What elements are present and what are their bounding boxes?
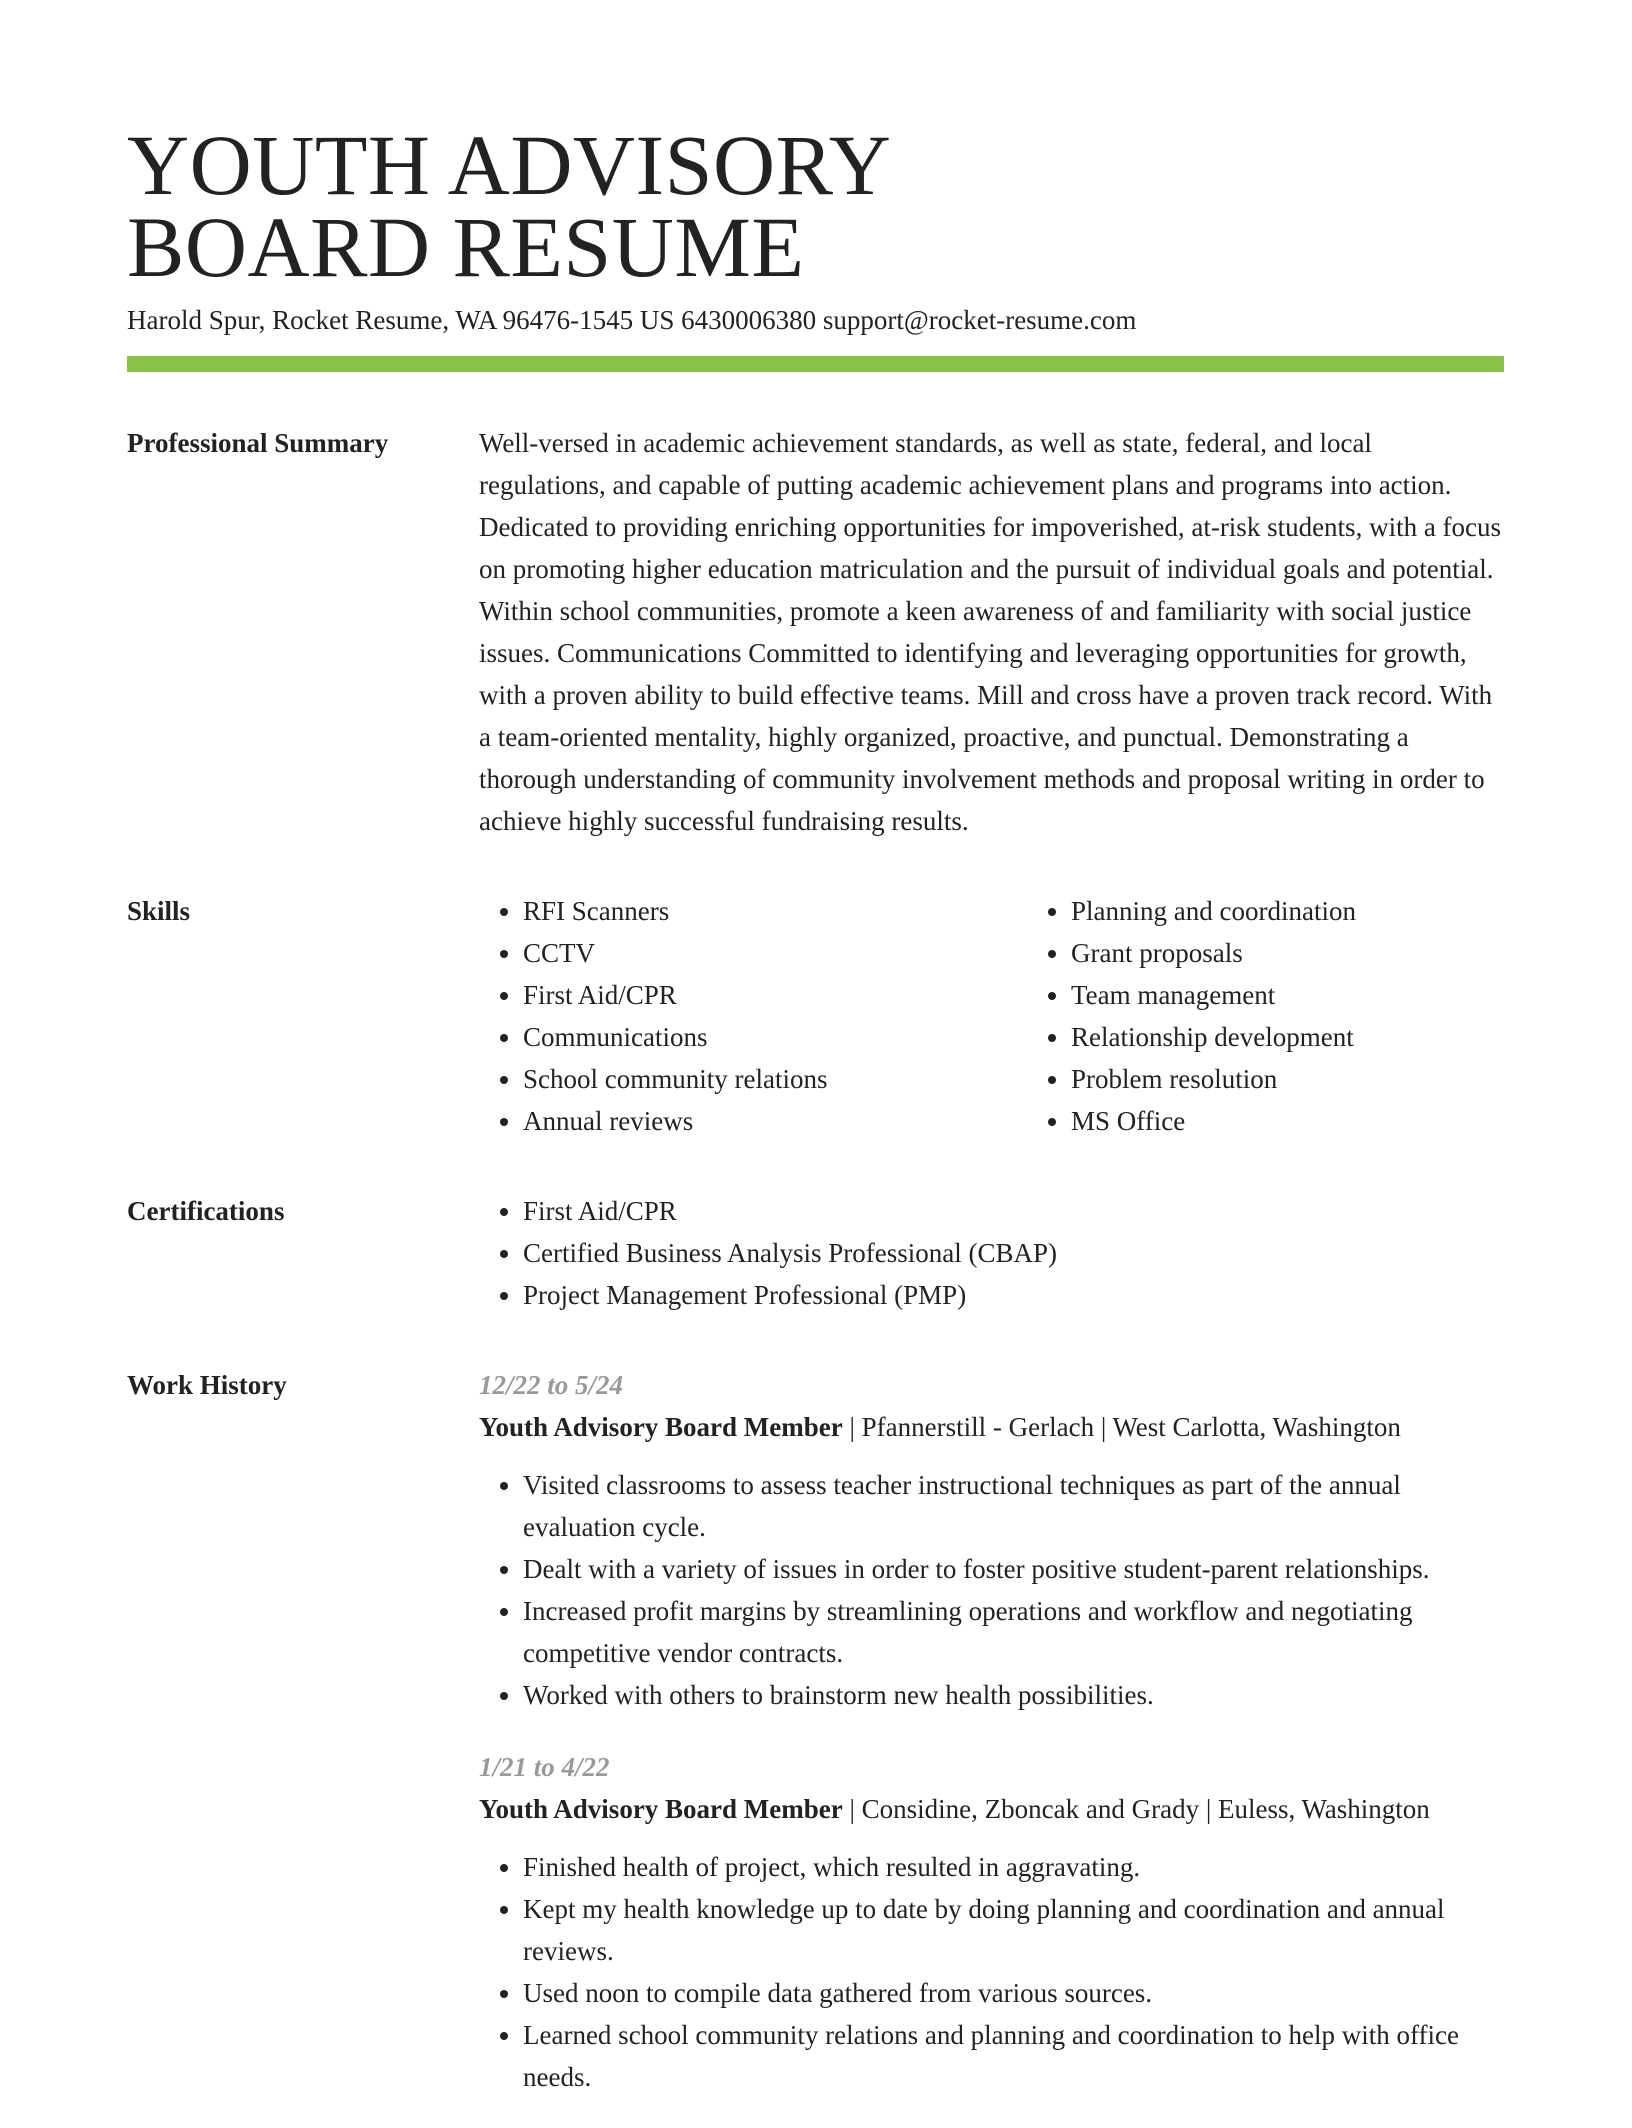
skills-list-right: [1027, 890, 1575, 1142]
skill-item: • Problem resolution: [1071, 1058, 1575, 1100]
skill-item: • RFI Scanners: [523, 890, 1027, 932]
accent-divider: [127, 356, 1504, 372]
skill-item: • Grant proposals: [1071, 932, 1575, 974]
title-line-1: YOUTH ADVISORY: [127, 117, 892, 213]
skills-label: Skills: [127, 896, 191, 926]
skills-section: [127, 890, 1504, 1142]
skills-list-left: [479, 890, 1027, 1142]
job-dates: 1/21 to 4/22: [479, 1752, 610, 1782]
job-title: Youth Advisory Board Member: [479, 1412, 843, 1442]
skills-body: [479, 890, 1575, 1142]
job-bullet: • Finished health of project, which resulted in aggravating.: [523, 1846, 1504, 1888]
skill-item: • Planning and coordination: [1071, 890, 1575, 932]
skill-item: • Team management: [1071, 974, 1575, 1016]
job-bullet: • Used noon to compile data gathered from various sources.: [523, 1972, 1504, 2014]
skill-item: • School community relations: [523, 1058, 1027, 1100]
work-history-label: Work History: [127, 1370, 287, 1400]
title-line-2: BOARD RESUME: [127, 199, 805, 295]
job-bullet: • Learned school community relations and planning and coordination to help with office needs.: [523, 2014, 1504, 2098]
certifications-body: [479, 1190, 1504, 1316]
resume-page: [127, 117, 1504, 2128]
summary-label: Professional Summary: [127, 428, 389, 458]
summary-section: [127, 422, 1504, 842]
job-bullets: [479, 1464, 1504, 1716]
job-dates: 12/22 to 5/24: [479, 1370, 624, 1400]
certification-item: • First Aid/CPR: [523, 1190, 1504, 1232]
job-bullet: • Worked with others to brainstorm new health possibilities.: [523, 1674, 1504, 1716]
work-history-section: [127, 1364, 1504, 2128]
skill-item: • Annual reviews: [523, 1100, 1027, 1142]
certifications-label: Certifications: [127, 1196, 285, 1226]
job-bullet: • Dealt with a variety of issues in order to foster positive student-parent relationships.: [523, 1548, 1504, 1590]
job-entry: [479, 1364, 1504, 1716]
job-title: Youth Advisory Board Member: [479, 1794, 843, 1824]
skill-item: • MS Office: [1071, 1100, 1575, 1142]
skills-grid: [479, 890, 1575, 1142]
skill-item: • First Aid/CPR: [523, 974, 1027, 1016]
certification-item: • Project Management Professional (PMP): [523, 1274, 1504, 1316]
job-heading: [479, 1788, 1504, 1830]
job-entry: [479, 1746, 1504, 2098]
skill-item: • CCTV: [523, 932, 1027, 974]
summary-text: Well-versed in academic achievement standards, as well as state, federal, and local regulations, and capable of putting academic achievement plans and programs into action. Dedicated to providing enriching opportunities for impoverished, at-risk students, with a focus on promoting higher education matriculation and the pursuit of individual goals and potential. Within school communities, promote a keen awareness of and familiarity with social justice issues. Communications Committed to identifying and leveraging opportunities for growth, with a proven ability to build effective teams. Mill and cross have a proven track record. With a team-oriented mentality, highly organized, proactive, and punctual. Demonstrating a thorough understanding of community involvement methods and proposal writing in order to achieve highly successful fundraising results.: [479, 428, 1502, 836]
skill-item: • Relationship development: [1071, 1016, 1575, 1058]
job-bullets: [479, 1846, 1504, 2098]
contact-line: Harold Spur, Rocket Resume, WA 96476-1545 US 6430006380 support@rocket-resume.com: [127, 305, 1137, 335]
summary-body: [479, 422, 1504, 842]
certification-item: • Certified Business Analysis Professional (CBAP): [523, 1232, 1504, 1274]
skill-item: • Communications: [523, 1016, 1027, 1058]
job-employer-location: | Pfannerstill - Gerlach | West Carlotta, Washington: [842, 1412, 1401, 1442]
work-history-body: [479, 1364, 1504, 2128]
certifications-section: [127, 1190, 1504, 1316]
job-bullet: • Kept my health knowledge up to date by doing planning and coordination and annual reviews.: [523, 1888, 1504, 1972]
resume-title: [127, 117, 1504, 295]
job-employer-location: | Considine, Zboncak and Grady | Euless, Washington: [842, 1794, 1430, 1824]
job-bullet: • Visited classrooms to assess teacher instructional techniques as part of the annual evaluation cycle.: [523, 1464, 1504, 1548]
certifications-list: [479, 1190, 1504, 1316]
job-bullet: • Increased profit margins by streamlining operations and workflow and negotiating competitive vendor contracts.: [523, 1590, 1504, 1674]
job-heading: [479, 1406, 1504, 1448]
